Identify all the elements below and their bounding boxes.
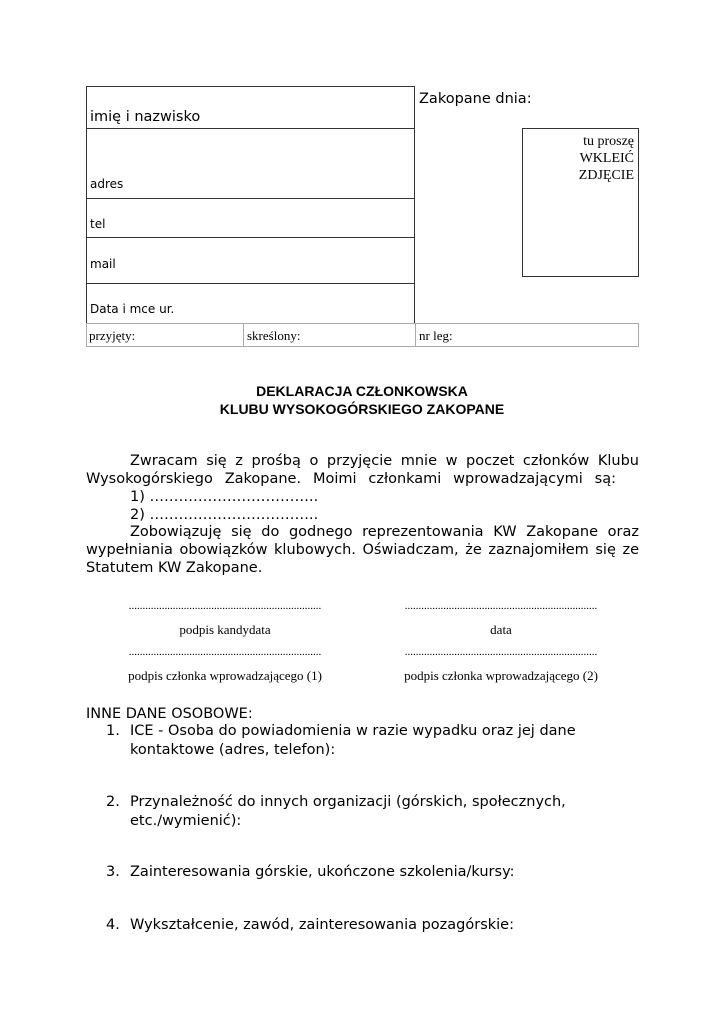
candidate-signature-line: ......................................................................: [128, 600, 322, 612]
para2-line3: Statutem KW Zakopane.: [86, 560, 263, 576]
introducer1-signature-line: ......................................................................: [128, 646, 322, 658]
para1-line2: Wysokogórskiego Zakopane. Moimi członkami wprowadzającymi są:: [86, 471, 616, 487]
office-row: [86, 323, 639, 347]
document-title-line1: DEKLARACJA CZŁONKOWSKA: [256, 383, 468, 399]
member2-line: 2) ……………………………..: [130, 507, 319, 523]
removed-label: skreślony:: [247, 328, 301, 343]
date-label: Zakopane dnia:: [419, 91, 532, 107]
phone-field[interactable]: [86, 198, 415, 238]
phone-label: tel: [90, 217, 106, 231]
mail-label: mail: [90, 257, 116, 271]
introducer2-signature-label: podpis członka wprowadzającego (2): [404, 668, 598, 683]
date-line: ......................................................................: [404, 600, 598, 612]
document-title-line2: KLUBU WYSOKOGÓRSKIEGO ZAKOPANE: [219, 401, 505, 417]
candidate-signature-label: podpis kandydata: [179, 622, 271, 637]
mail-field[interactable]: [86, 237, 415, 284]
photo-box: [522, 128, 639, 277]
photo-instructions: tu proszę WKLEIĆ ZDJĘCIE: [578, 134, 634, 183]
name-field[interactable]: [86, 86, 415, 129]
name-label: imię i nazwisko: [90, 109, 201, 125]
address-label: adres: [90, 177, 124, 191]
office-divider-1: [243, 323, 244, 347]
para2-line1: Zobowiązuję się do godnego reprezentowania KW Zakopane oraz: [130, 524, 639, 540]
accepted-label: przyjęty:: [89, 328, 136, 343]
other-data-heading: INNE DANE OSOBOWE:: [86, 706, 253, 722]
introducer2-signature-line: ......................................................................: [404, 646, 598, 658]
address-field[interactable]: [86, 128, 415, 199]
member1-line: 1) ……………………………..: [130, 489, 319, 505]
office-divider-2: [415, 323, 416, 347]
para2-line2: wypełniania obowiązków klubowych. Oświadczam, że zaznajomiłem się ze: [86, 542, 639, 558]
reg-no-label: nr leg:: [419, 328, 453, 343]
birthdate-field[interactable]: [86, 283, 415, 324]
para1-line1: Zwracam się z prośbą o przyjęcie mnie w poczet członków Klubu: [130, 453, 639, 469]
introducer1-signature-label: podpis członka wprowadzającego (1): [128, 668, 322, 683]
date-signature-label: data: [490, 622, 512, 637]
birthdate-label: Data i mce ur.: [90, 302, 175, 316]
